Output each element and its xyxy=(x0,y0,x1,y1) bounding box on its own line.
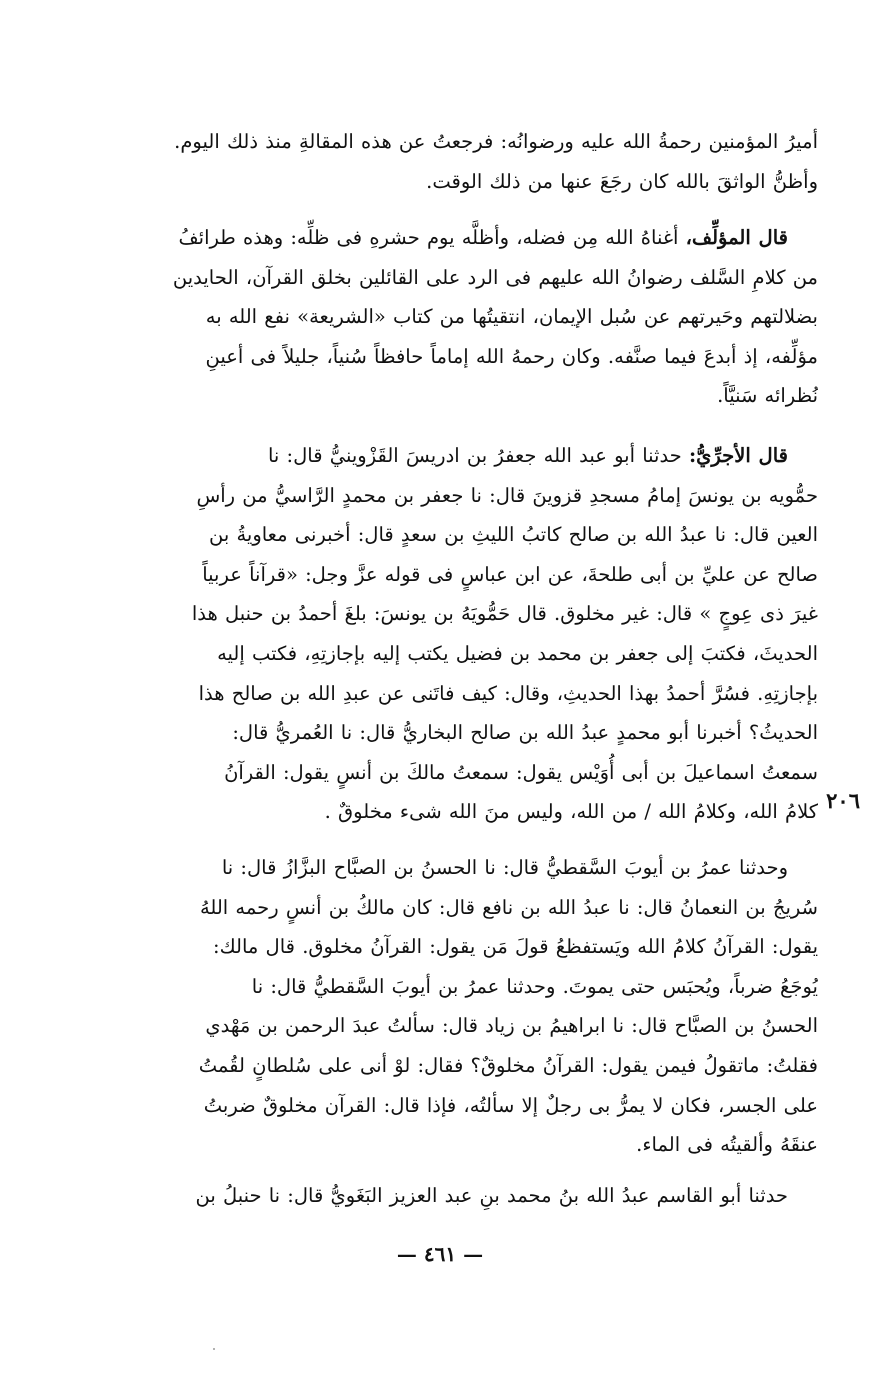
text-line: العين قال: نا عبدُ الله بن صالح كاتبُ الليثِ بن سعدٍ قال: أخبرنى معاويةُ بن xyxy=(208,523,818,547)
text-line: سُريجُ بن النعمانُ قال: نا عبدُ الله بن نافع قال: كان مالكُ بن أنسٍ رحمه اللهُ xyxy=(199,895,818,919)
paragraph-lead: قال المؤلِّف، xyxy=(685,226,788,249)
text-line: حدثنا أبو القاسم عبدُ الله بنُ محمد بنِ عبد العزيز البَغَويُّ قال: نا حنبلُ بن xyxy=(195,1184,788,1207)
page-number: — ٤٦١ — xyxy=(396,1242,484,1266)
paragraph-saqati-narration xyxy=(118,848,818,1165)
text-line: الحسنُ بن الصبَّاح قال: نا ابراهيمُ بن زياد قال: سألتُ عبدَ الرحمن بن مَهْدي xyxy=(205,1014,818,1038)
text-line: أميرُ المؤمنين رحمةُ الله عليه ورضوانُه: فرجعتُ عن هذه المقالةِ منذ ذلك اليوم. xyxy=(174,130,818,153)
paragraph-baghawi-narration xyxy=(118,1176,818,1216)
paragraph-lead: قال الأجرِّيُّ: xyxy=(688,444,788,467)
text-line: الحديثَ، فكتبَ إلى جعفر بن محمد بن فضيل يكتب إليه بإجازتِهِ، فكتب إليه xyxy=(217,641,818,665)
text-line: وحدثنا عمرُ بن أيوبَ السَّقطيُّ قال: نا الحسنُ بن الصبَّاح البزَّازُ قال: نا xyxy=(221,856,788,879)
scan-speck xyxy=(213,1348,215,1350)
text-line: سمعتُ اسماعيلَ بن أبى أُوَيْس يقول: سمعتُ مالكَ بن أنسٍ يقول: القرآنُ xyxy=(224,760,818,784)
text-line: فقلتُ: ماتقولُ فيمن يقول: القرآنُ مخلوقٌ؟ فقال: لوْ أنى على سُلطانٍ لقُمتُ xyxy=(198,1053,818,1077)
text-line: بضلالتهم وحَيرتهم عن سُبل الإيمان، انتقيتُها من كتاب «الشريعة» نفع الله به xyxy=(205,305,818,329)
text-line xyxy=(118,436,818,476)
text-line: كلامُ الله، وكلامُ الله / من الله، وليس منَ الله شىء مخلوقٌ . xyxy=(324,800,818,824)
text-line: من كلامِ السَّلف رضوانُ الله عليهم فى الرد على القائلين بخلق القرآن، الحايدين xyxy=(172,265,818,289)
text-line: مؤلِّفه، إذ أبدعَ فيما صنَّفه. وكان رحمهُ الله إماماً حافظاً سُنياً، جليلاً فى أعينِ xyxy=(205,344,818,368)
text-line: عنقَهُ وألقيتُه فى الماء. xyxy=(636,1133,818,1157)
text-line: نُظرائه سَنيَّاً. xyxy=(717,384,818,408)
text-line-body: حدثنا أبو عبد الله جعفرُ بن ادريسَ القَزْوينيُّ قال: نا xyxy=(267,444,682,467)
text-line: صالح عن عليِّ بن أبى طلحةَ، عن ابن عباسٍ فى قوله عزَّ وجل: «قرآناً عربياً xyxy=(202,562,818,586)
text-line: الحديثُ؟ أخبرنا أبو محمدٍ عبدُ الله بن صالح البخاريُّ قال: نا العُمريُّ قال: xyxy=(232,721,818,745)
text-line: يقول: القرآنُ كلامُ الله ويَستفظعُ قولَ مَن يقول: القرآنُ مخلوق. قال مالك: xyxy=(213,935,818,959)
text-line: يُوجَعُ ضرباً، ويُحبَس حتى يموتَ. وحدثنا عمرُ بن أيوبَ السَّقطيُّ قال: نا xyxy=(251,974,818,998)
text-line: وأظنُّ الواثقَ بالله كان رجَعَ عنها من ذلك الوقت. xyxy=(426,169,818,193)
text-line: على الجسر، فكان لا يمرُّ بى رجلٌ إلا سألتُه، فإذا قال: القرآن مخلوقٌ ضربتُ xyxy=(203,1093,818,1117)
margin-page-reference: ٢٠٦ xyxy=(826,788,860,813)
paragraph-author-note xyxy=(118,218,818,416)
text-line xyxy=(118,218,818,258)
text-line: غيرَ ذى عِوجٍ » قال: غير مخلوق. قال حَمُّويَهُ بن يونسَ: بلغَ أحمدُ بن حنبل هذا xyxy=(191,602,818,626)
text-line: بإجازتِهِ. فسُرَّ أحمدُ بهذا الحديثِ، وقال: كيف فاتَنى عن عبدِ الله بن صالح هذا xyxy=(198,681,818,705)
text-line: حمُّويه بن يونسَ إمامُ مسجدِ قزوينَ قال: نا جعفر بن محمدٍ الرَّاسيُّ من رأسِ xyxy=(196,483,818,507)
paragraph-continuation xyxy=(118,122,818,201)
text-line-body: أغناهُ الله مِن فضله، وأظلَّه يوم حشرهِ فى ظلِّه: وهذه طرائفُ xyxy=(178,226,679,249)
paragraph-ajurri-narration xyxy=(118,436,818,832)
